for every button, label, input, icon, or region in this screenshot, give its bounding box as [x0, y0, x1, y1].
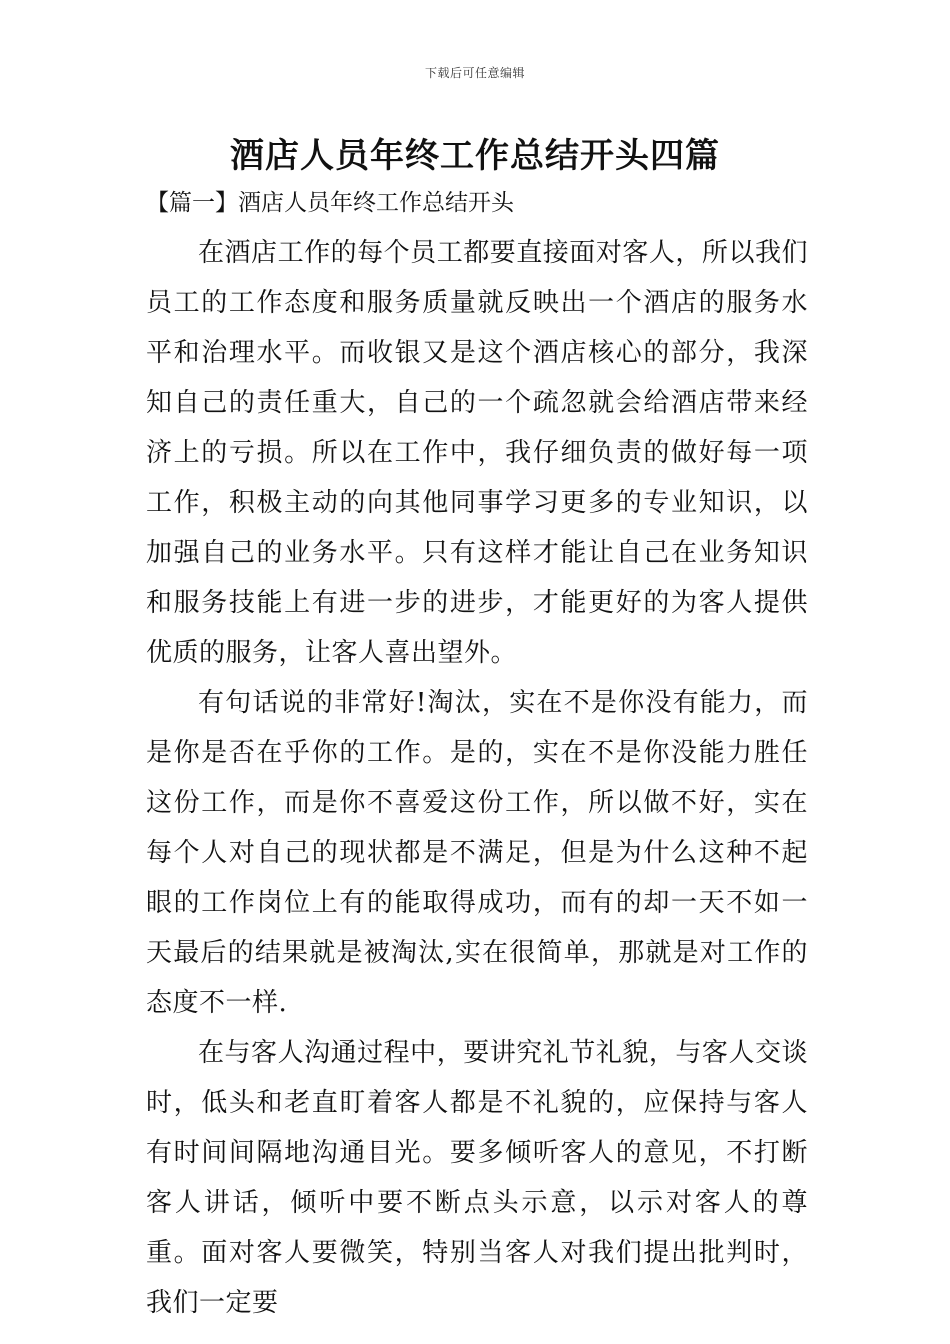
paragraph-1: 在酒店工作的每个员工都要直接面对客人，所以我们员工的工作态度和服务质量就反映出一个酒店的服务水平和治理水平。而收银又是这个酒店核心的部分，我深知自己的责任重大，自己的一个疏忽就会给酒店带来经济上的亏损。所以在工作中，我仔细负责的做好每一项工作，积极主动的向其他同事学习更多的专业知识，以加强自己的业务水平。只有这样才能让自己在业务知识和服务技能上有进一步的进步，才能更好的为客人提供优质的服务，让客人喜出望外。	[146, 238, 808, 668]
section-heading: 【篇一】酒店人员年终工作总结开头	[146, 190, 514, 216]
document-title: 酒店人员年终工作总结开头四篇	[230, 136, 720, 176]
header-note: 下载后可任意编辑	[424, 66, 525, 80]
body-text	[146, 228, 808, 1328]
paragraph-2: 有句话说的非常好!淘汰，实在不是你没有能力，而是你是否在乎你的工作。是的，实在不是你没能力胜任这份工作，而是你不喜爱这份工作，所以做不好，实在每个人对自己的现状都是不满足，但是为什么这种不起眼的工作岗位上有的能取得成功，而有的却一天不如一天最后的结果就是被淘汰,实在很简单，那就是对工作的态度不一样.	[146, 688, 808, 1018]
paragraph-3: 在与客人沟通过程中，要讲究礼节礼貌，与客人交谈时，低头和老直盯着客人都是不礼貌的，应保持与客人有时间间隔地沟通目光。要多倾听客人的意见，不打断客人讲话，倾听中要不断点头示意，以示对客人的尊重。面对客人要微笑，特别当客人对我们提出批判时，我们一定要	[146, 1038, 808, 1318]
